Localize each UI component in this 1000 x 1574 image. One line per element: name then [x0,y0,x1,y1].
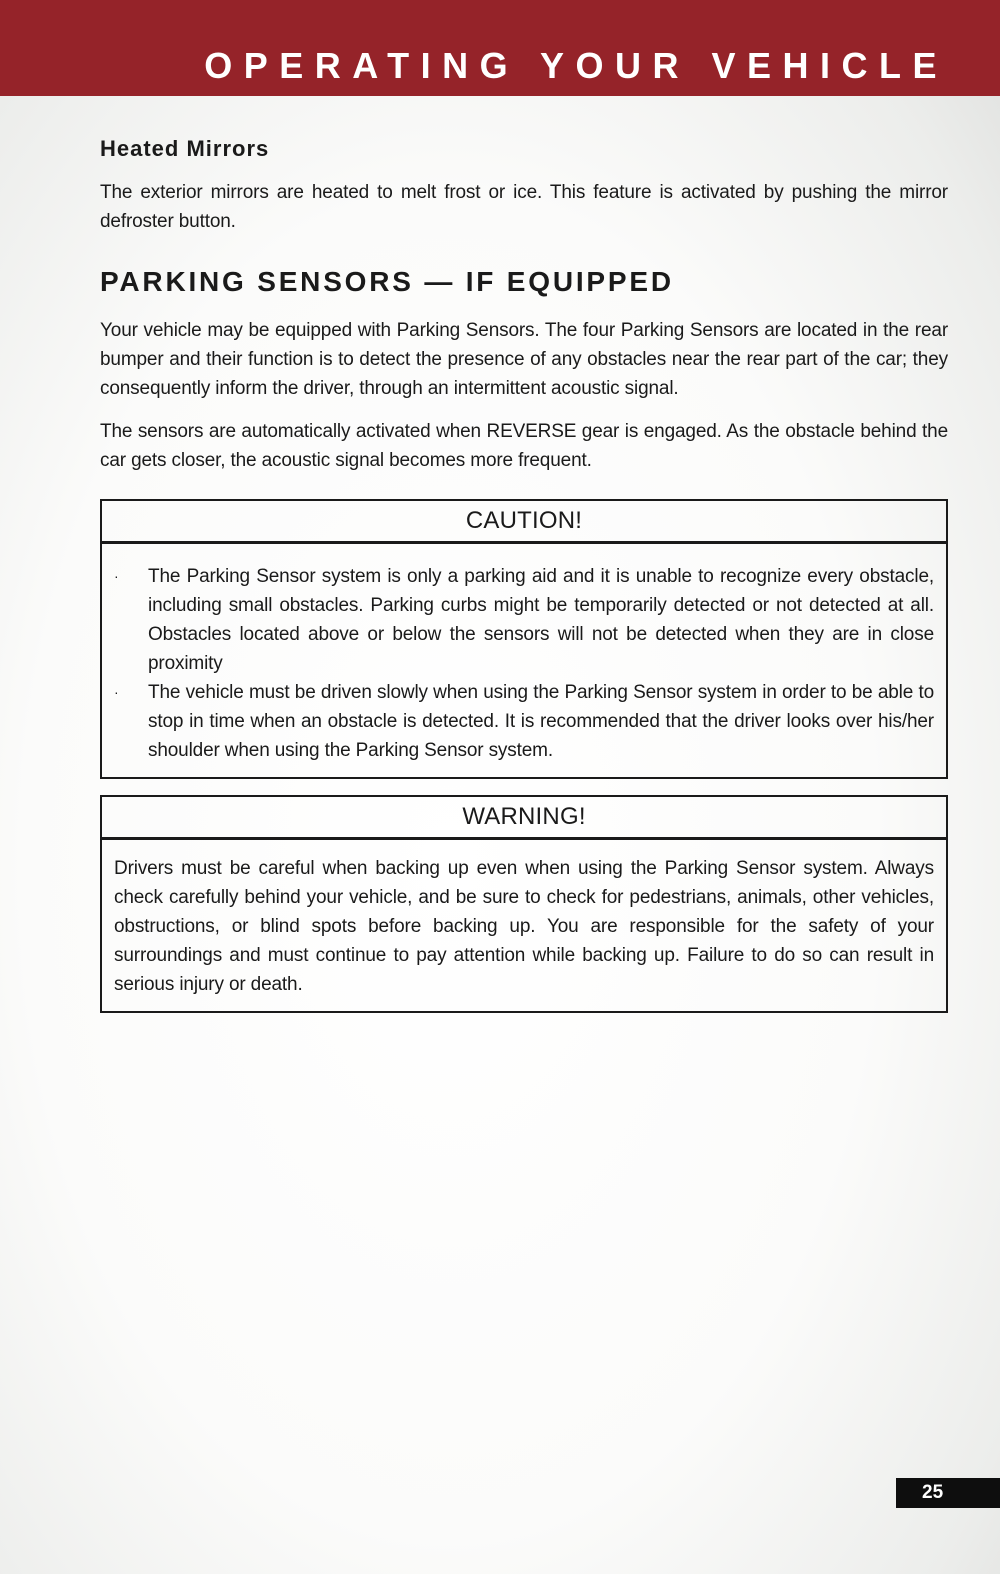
page-content [100,134,948,1013]
caution-item-text: The Parking Sensor system is only a parking aid and it is unable to recognize every obstacle, including small obstacles. Parking curbs might be temporarily detected or not detected at all. Obstacles located above or below the sensors will not be detected when they are in close proximity [148,566,934,674]
warning-box [100,795,948,1013]
caution-box [100,499,948,779]
caution-list [102,544,946,777]
heated-mirrors-text: The exterior mirrors are heated to melt frost or ice. This feature is activated by pushing the mirror defroster button. [100,182,948,232]
caution-title: CAUTION! [102,501,946,544]
parking-sensors-paragraph: The sensors are automatically activated when REVERSE gear is engaged. As the obstacle behind the car gets closer, the acoustic signal becomes more frequent. [100,421,948,471]
warning-body [102,840,946,1011]
parking-sensors-heading: PARKING SENSORS — IF EQUIPPED [100,266,674,297]
bullet-icon: · [114,568,119,584]
page-number: 25 [896,1478,1000,1508]
warning-title: WARNING! [102,797,946,840]
page-header-title: OPERATING YOUR VEHICLE [204,45,948,86]
heated-mirrors-heading: Heated Mirrors [100,136,270,161]
caution-item [114,678,934,765]
parking-sensors-paragraph: Your vehicle may be equipped with Parking Sensors. The four Parking Sensors are located in the rear bumper and their function is to detect the presence of any obstacles near the rear part of the car; they consequently inform the driver, through an intermittent acoustic signal. [100,320,948,399]
caution-item [114,562,934,678]
bullet-icon: · [114,684,119,700]
caution-item-text: The vehicle must be driven slowly when using the Parking Sensor system in order to be able to stop in time when an obstacle is detected. It is recommended that the driver looks over his/her shoulder when using the Parking Sensor system. [148,682,934,761]
warning-text: Drivers must be careful when backing up even when using the Parking Sensor system. Always check carefully behind your vehicle, and be sure to check for pedestrians, animals, other vehicles, obstructions, or blind spots before backing up. You are responsible for the safety of your surroundings and must continue to pay attention while backing up. Failure to do so can result in serious injury or death. [114,858,934,995]
